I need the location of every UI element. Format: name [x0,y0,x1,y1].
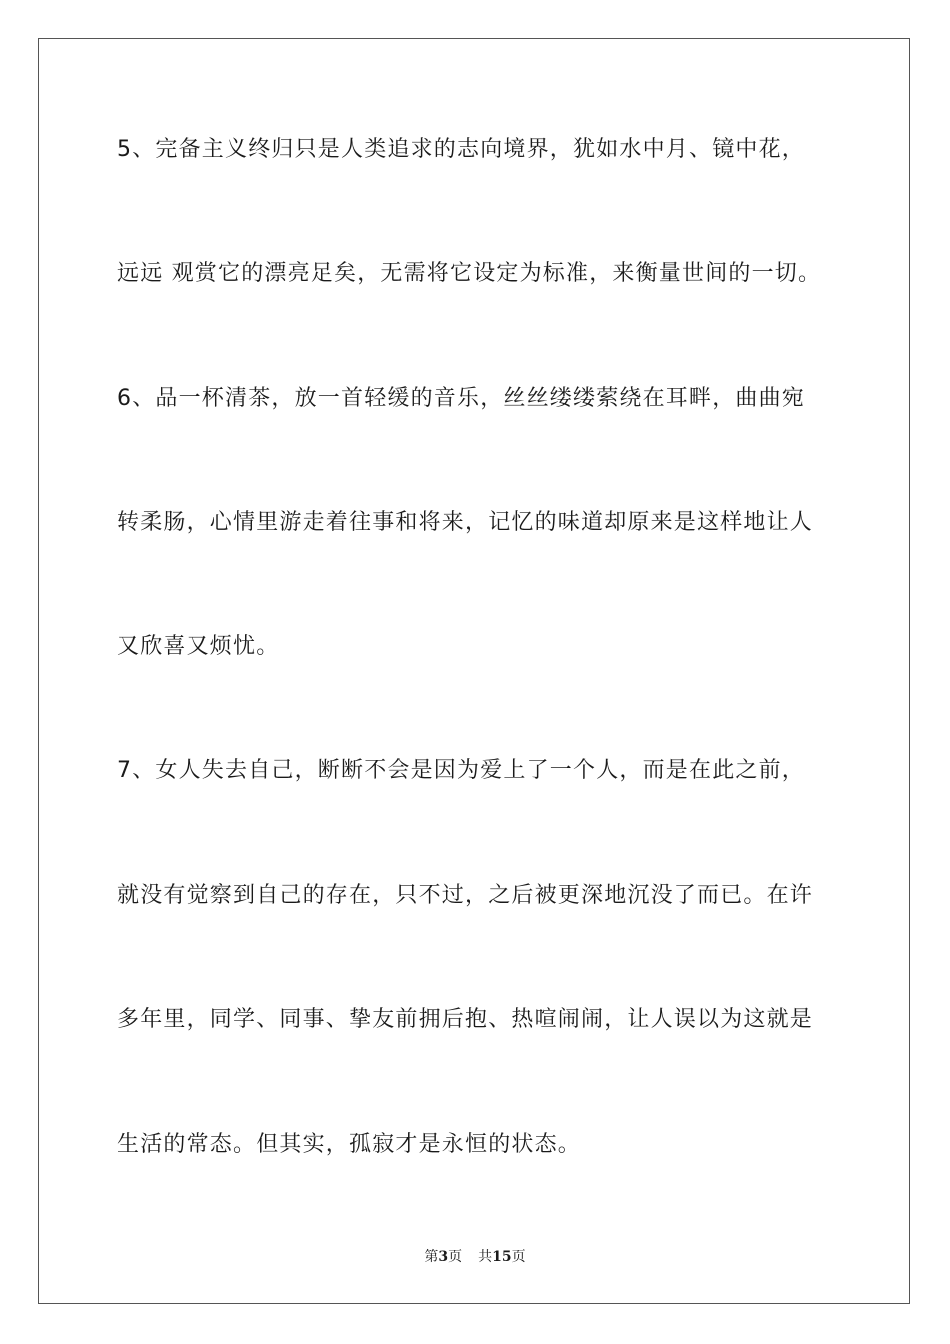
text-line-7: 就没有觉察到自己的存在，只不过，之后被更深地沉没了而已。在许 [117,883,814,908]
page-suffix: 页 [448,1249,463,1265]
page-footer [0,1248,950,1266]
page-border [38,38,910,1304]
total-suffix: 页 [511,1249,526,1265]
text-line-1: 5、完备主义终归只是人类追求的志向境界，犹如水中月、镜中花， [117,137,805,162]
text-line-9: 生活的常态。但其实，孤寂才是永恒的状态。 [117,1132,582,1157]
total-pages: 15 [492,1249,512,1265]
text-line-4: 转柔肠，心情里游走着往事和将来，记忆的味道却原来是这样地让人 [117,510,814,535]
total-prefix: 共 [478,1249,493,1265]
text-line-2: 远远 观赏它的漂亮足矣，无需将它设定为标准，来衡量世间的一切。 [117,261,822,286]
page-number: 3 [438,1249,449,1265]
text-line-5: 又欣喜又烦忧。 [117,634,280,659]
text-line-6: 7、女人失去自己，断断不会是因为爱上了一个人，而是在此之前， [117,758,805,783]
page-prefix: 第 [424,1249,439,1265]
text-line-8: 多年里，同学、同事、挚友前拥后抱、热喧闹闹，让人误以为这就是 [117,1007,814,1032]
text-line-3: 6、品一杯清茶，放一首轻缓的音乐，丝丝缕缕萦绕在耳畔，曲曲宛 [117,386,805,411]
